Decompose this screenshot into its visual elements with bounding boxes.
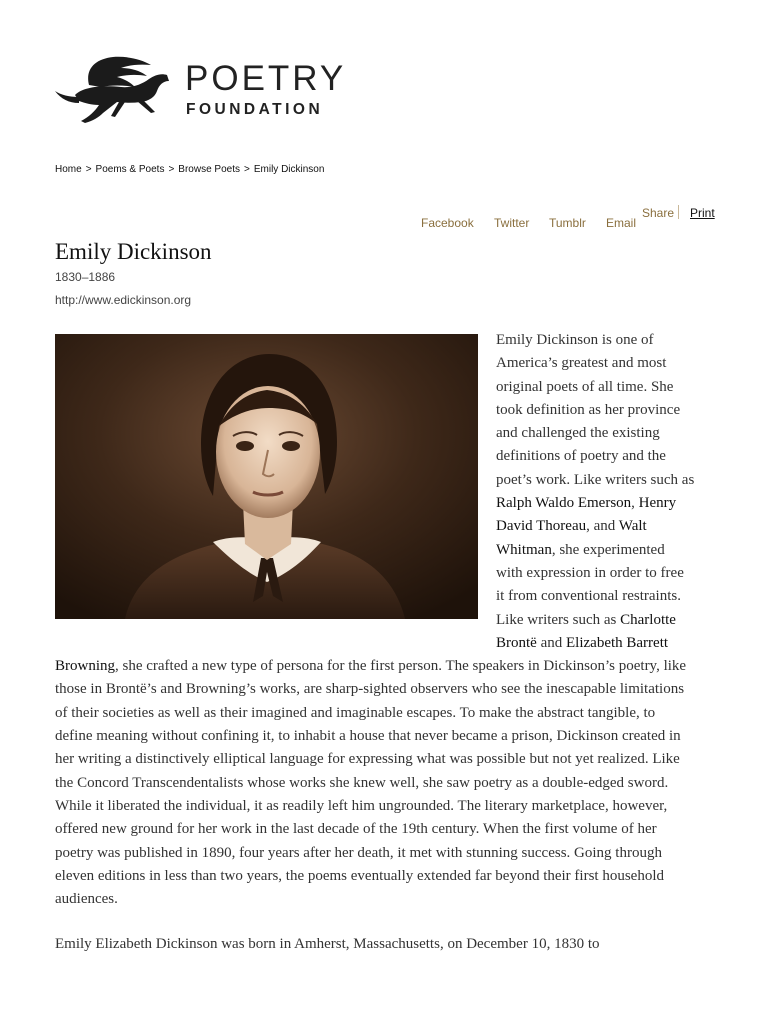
link-henry-david-thoreau[interactable]: Henry David Thoreau (496, 495, 677, 535)
poet-dates: 1830–1886 (55, 270, 116, 284)
share-tumblr-link[interactable]: Tumblr (549, 216, 586, 230)
bio-text: Emily Dickinson is one of America’s greatest and most original poets of all time. She took definition as her province and challenged the existing definitions of poetry and the poet’s work. Like writers such as (496, 332, 695, 488)
logo-wordmark-foundation: FOUNDATION (186, 101, 324, 118)
poetry-foundation-logo[interactable] (55, 55, 355, 127)
page-title: Emily Dickinson (55, 239, 212, 264)
share-email-link[interactable]: Email (606, 216, 637, 230)
link-walt-whitman[interactable]: Walt Whitman (496, 518, 647, 558)
breadcrumb-poems-poets[interactable]: Poems & Poets (95, 164, 165, 175)
breadcrumb (55, 164, 324, 175)
poet-website-link[interactable]: http://www.edickinson.org (55, 293, 192, 307)
share-facebook-link[interactable]: Facebook (421, 216, 474, 230)
pegasus-icon (55, 55, 175, 127)
breadcrumb-separator: > (85, 164, 92, 175)
breadcrumb-current: Emily Dickinson (253, 164, 325, 175)
link-elizabeth-barrett-browning[interactable]: Elizabeth Barrett Browning (55, 634, 669, 675)
share-label[interactable]: Share (642, 206, 675, 220)
breadcrumb-browse-poets[interactable]: Browse Poets (178, 164, 240, 175)
print-link[interactable]: Print (690, 206, 715, 220)
breadcrumb-separator: > (168, 164, 175, 175)
bio-text: , (631, 495, 639, 512)
link-charlotte-bronte[interactable]: Charlotte Brontë (496, 611, 676, 651)
share-divider (678, 205, 679, 219)
bio-text: , and (586, 518, 619, 535)
bio-text: , she crafted a new type of persona for the first person. The speakers in Dickinson’s poetry, like those in Brontë’s and Browning’s works, are sharp-sighted observers who see the inescapable limitations of their societies as well as their imagined and imaginable escapes. To make the abstract tangible, to define meaning without confining it, to inhabit a house that never became a prison, Dickinson created in her writing a distinctively elliptical language for expressing what was possible but not yet realized. Like the Concord Transcendentalists whose works she knew well, she saw poetry as a double-edged sword. While it liberated the individual, it as readily left him ungrounded. The literary marketplace, however, offered new ground for her work in the last decade of the 19th century. When the first volume of her poetry was published in 1890, four years after her death, it met with stunning success. Going through eleven editions in less than two years, the poems eventually extended far beyond their first household audiences. (55, 658, 687, 908)
share-twitter-link[interactable]: Twitter (494, 216, 530, 230)
poet-biography (55, 329, 695, 979)
bio-text: and (536, 634, 566, 651)
bio-paragraph: Emily Elizabeth Dickinson was born in Amherst, Massachusetts, on December 10, 1830 to (55, 936, 600, 953)
breadcrumb-separator: > (244, 164, 250, 175)
portrait-spacer (55, 329, 496, 640)
link-ralph-waldo-emerson[interactable]: Ralph Waldo Emerson (496, 495, 632, 512)
logo-wordmark-poetry: POETRY (185, 59, 347, 98)
bio-text: , she experimented with expression in order to free it from conventional restraints. Like writers such as (496, 541, 684, 628)
breadcrumb-home[interactable]: Home (55, 164, 82, 175)
